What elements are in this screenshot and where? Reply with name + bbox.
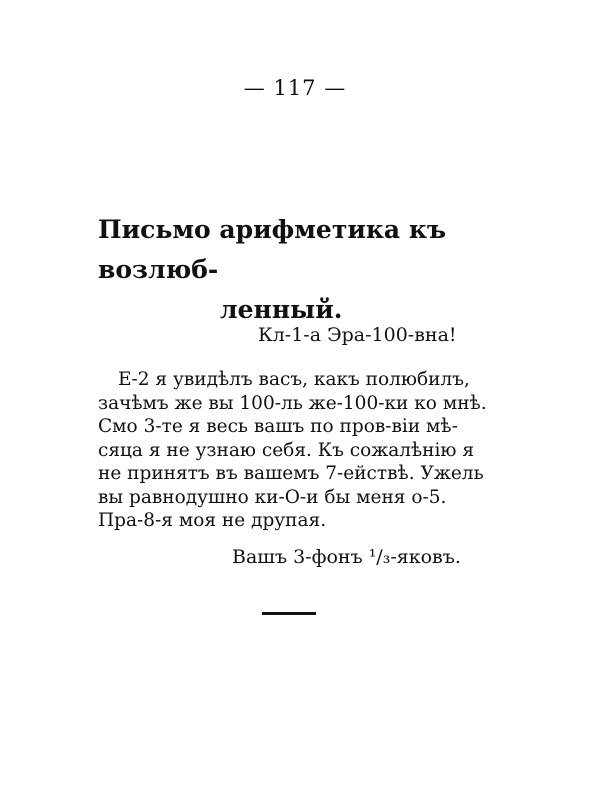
letter-body <box>98 368 508 533</box>
body-line: Е-2 я увидѣлъ васъ, какъ полюбилъ, <box>118 369 470 390</box>
body-line: зачѣмъ же вы 100-ль же-100-ки ко мнѣ. <box>98 392 487 414</box>
body-line: не принятъ въ вашемъ 7-ействѣ. Ужель <box>98 463 484 484</box>
letter-signature: Вашъ 3-фонъ ¹/₃-яковъ. <box>232 546 461 568</box>
body-line: сяца я не узнаю себя. Къ сожалѣнію я <box>98 439 475 461</box>
body-line: вы равнодушно ки-О-и бы меня о-5. <box>98 486 447 508</box>
title-line-1: Письмо арифметика къ возлюб- <box>98 215 447 284</box>
title-line-2: ленный. <box>220 295 343 324</box>
body-line: Пра-8-я моя не друпая. <box>98 510 327 531</box>
page-number: — 117 — <box>243 76 347 100</box>
body-line: Смо 3-те я весь вашъ по пров-віи мѣ- <box>98 416 458 437</box>
letter-title <box>98 210 528 330</box>
letter-salutation: Кл-1-а Эра-100-вна! <box>258 324 457 346</box>
section-divider <box>262 612 316 615</box>
